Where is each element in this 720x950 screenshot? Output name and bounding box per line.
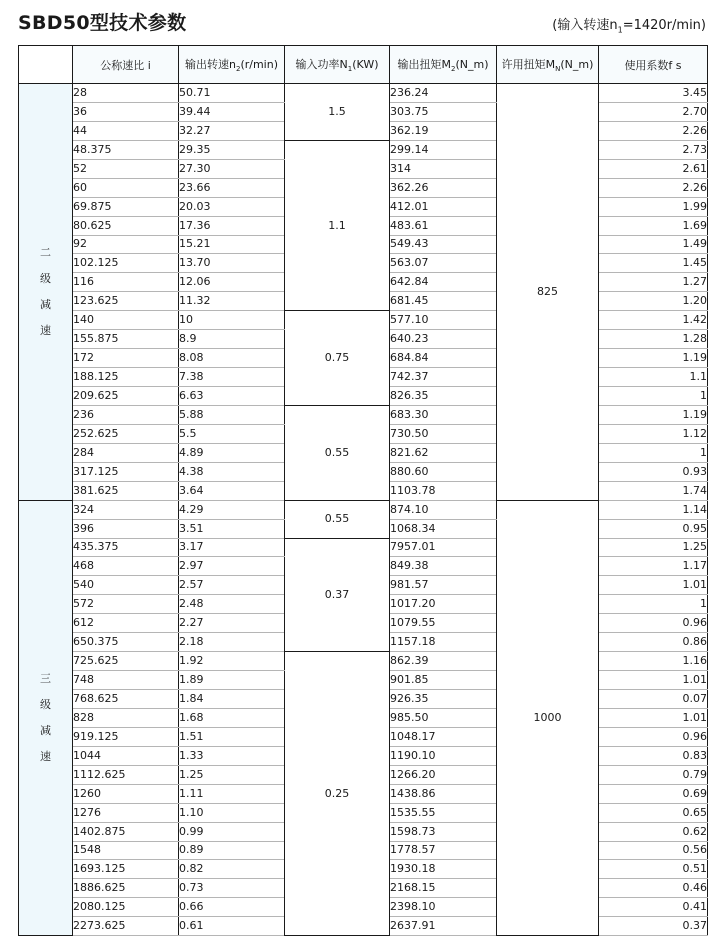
service-factor-cell: 1 (599, 387, 708, 406)
input-power-cell: 0.55 (285, 405, 390, 500)
service-factor-cell: 0.79 (599, 765, 708, 784)
output-speed-cell: 1.68 (179, 708, 285, 727)
output-torque-cell: 1103.78 (390, 481, 497, 500)
stage-label-char: 级 (40, 697, 51, 711)
service-factor-cell: 1.01 (599, 576, 708, 595)
table-row (19, 538, 708, 557)
output-torque-cell: 742.37 (390, 368, 497, 387)
output-torque-cell: 303.75 (390, 102, 497, 121)
page-header (18, 8, 706, 40)
ratio-cell: 28 (73, 84, 179, 103)
stage-label-char: 速 (40, 323, 51, 337)
output-speed-cell: 20.03 (179, 197, 285, 216)
output-speed-cell: 4.29 (179, 500, 285, 519)
ratio-cell: 123.625 (73, 292, 179, 311)
input-speed-condition (552, 14, 706, 35)
service-factor-cell: 0.37 (599, 917, 708, 936)
ratio-cell: 252.625 (73, 424, 179, 443)
output-speed-cell: 7.38 (179, 368, 285, 387)
header-output-torque-main: 输出扭矩M (397, 57, 451, 71)
header-input-power (285, 46, 390, 84)
spec-table (18, 45, 708, 936)
stage-label-char: 减 (40, 723, 51, 737)
output-speed-cell: 1.89 (179, 671, 285, 690)
output-speed-cell: 8.08 (179, 349, 285, 368)
ratio-cell: 155.875 (73, 330, 179, 349)
stage-label-char: 三 (40, 671, 51, 685)
service-factor-cell: 1.28 (599, 330, 708, 349)
output-torque-cell: 684.84 (390, 349, 497, 368)
output-torque-cell: 874.10 (390, 500, 497, 519)
ratio-cell: 140 (73, 311, 179, 330)
service-factor-cell: 1.17 (599, 557, 708, 576)
service-factor-cell: 1.27 (599, 273, 708, 292)
header-input-power-sub: 1 (347, 65, 353, 74)
service-factor-cell: 0.69 (599, 784, 708, 803)
service-factor-cell: 2.26 (599, 178, 708, 197)
ratio-cell: 1886.625 (73, 879, 179, 898)
service-factor-cell: 1.14 (599, 500, 708, 519)
ratio-cell: 172 (73, 349, 179, 368)
ratio-cell: 48.375 (73, 140, 179, 159)
service-factor-cell: 0.96 (599, 614, 708, 633)
header-allowed-torque (497, 46, 599, 84)
output-speed-cell: 2.27 (179, 614, 285, 633)
table-row (19, 140, 708, 159)
output-speed-cell: 1.51 (179, 727, 285, 746)
service-factor-cell: 0.93 (599, 462, 708, 481)
output-torque-cell: 362.19 (390, 121, 497, 140)
header-output-torque (390, 46, 497, 84)
output-speed-cell: 5.5 (179, 424, 285, 443)
output-torque-cell: 640.23 (390, 330, 497, 349)
output-torque-cell: 880.60 (390, 462, 497, 481)
output-torque-cell: 2637.91 (390, 917, 497, 936)
ratio-cell: 36 (73, 102, 179, 121)
output-speed-cell: 27.30 (179, 159, 285, 178)
table-row (19, 652, 708, 671)
output-torque-cell: 1048.17 (390, 727, 497, 746)
output-torque-cell: 483.61 (390, 216, 497, 235)
service-factor-cell: 1.1 (599, 368, 708, 387)
input-power-cell: 0.55 (285, 500, 390, 538)
output-torque-cell: 1157.18 (390, 633, 497, 652)
service-factor-cell: 0.62 (599, 822, 708, 841)
page-title: SBD50型技术参数 (18, 12, 187, 34)
allowed-torque-cell: 1000 (497, 500, 599, 936)
input-power-cell: 1.5 (285, 84, 390, 141)
output-speed-cell: 1.10 (179, 803, 285, 822)
output-speed-cell: 4.89 (179, 443, 285, 462)
output-speed-cell: 1.84 (179, 690, 285, 709)
output-speed-cell: 0.89 (179, 841, 285, 860)
ratio-cell: 1276 (73, 803, 179, 822)
ratio-cell: 284 (73, 443, 179, 462)
stage-label (19, 84, 73, 501)
output-speed-cell: 0.99 (179, 822, 285, 841)
output-speed-cell: 1.92 (179, 652, 285, 671)
output-speed-cell: 4.38 (179, 462, 285, 481)
output-torque-cell: 1190.10 (390, 746, 497, 765)
service-factor-cell: 1.25 (599, 538, 708, 557)
output-torque-cell: 1068.34 (390, 519, 497, 538)
output-torque-cell: 862.39 (390, 652, 497, 671)
output-torque-cell: 1535.55 (390, 803, 497, 822)
ratio-cell: 468 (73, 557, 179, 576)
output-torque-cell: 549.43 (390, 235, 497, 254)
output-torque-cell: 563.07 (390, 254, 497, 273)
output-torque-cell: 2168.15 (390, 879, 497, 898)
output-speed-cell: 5.88 (179, 405, 285, 424)
service-factor-cell: 0.41 (599, 898, 708, 917)
header-allowed-torque-unit: (N_m) (560, 57, 594, 71)
stage-label-char: 速 (40, 749, 51, 763)
condition-subscript: 1 (617, 25, 623, 35)
service-factor-cell: 2.73 (599, 140, 708, 159)
service-factor-cell: 1.69 (599, 216, 708, 235)
ratio-cell: 381.625 (73, 481, 179, 500)
output-torque-cell: 412.01 (390, 197, 497, 216)
header-input-power-unit: (KW) (352, 57, 379, 71)
output-torque-cell: 901.85 (390, 671, 497, 690)
stage-label-char: 二 (40, 245, 51, 259)
ratio-cell: 188.125 (73, 368, 179, 387)
output-torque-cell: 577.10 (390, 311, 497, 330)
header-output-torque-unit: (N_m) (455, 57, 489, 71)
service-factor-cell: 0.51 (599, 860, 708, 879)
output-speed-cell: 10 (179, 311, 285, 330)
output-torque-cell: 642.84 (390, 273, 497, 292)
output-torque-cell: 1079.55 (390, 614, 497, 633)
output-speed-cell: 2.97 (179, 557, 285, 576)
table-row (19, 405, 708, 424)
service-factor-cell: 1.01 (599, 671, 708, 690)
service-factor-cell: 1.19 (599, 405, 708, 424)
allowed-torque-cell: 825 (497, 84, 599, 501)
ratio-cell: 116 (73, 273, 179, 292)
output-speed-cell: 32.27 (179, 121, 285, 140)
ratio-cell: 748 (73, 671, 179, 690)
header-output-torque-sub: 2 (451, 65, 456, 74)
service-factor-cell: 1.20 (599, 292, 708, 311)
service-factor-cell: 0.83 (599, 746, 708, 765)
header-ratio: 公称速比 i (73, 46, 179, 84)
output-speed-cell: 6.63 (179, 387, 285, 406)
ratio-cell: 650.375 (73, 633, 179, 652)
ratio-cell: 1044 (73, 746, 179, 765)
ratio-cell: 396 (73, 519, 179, 538)
header-output-speed-main: 输出转速n (184, 57, 236, 71)
ratio-cell: 1112.625 (73, 765, 179, 784)
service-factor-cell: 1.42 (599, 311, 708, 330)
output-torque-cell: 236.24 (390, 84, 497, 103)
service-factor-cell: 2.70 (599, 102, 708, 121)
output-torque-cell: 1438.86 (390, 784, 497, 803)
ratio-cell: 612 (73, 614, 179, 633)
output-speed-cell: 17.36 (179, 216, 285, 235)
ratio-cell: 1260 (73, 784, 179, 803)
output-torque-cell: 314 (390, 159, 497, 178)
output-speed-cell: 23.66 (179, 178, 285, 197)
output-speed-cell: 8.9 (179, 330, 285, 349)
condition-prefix: (输入转速n (552, 18, 618, 33)
ratio-cell: 572 (73, 595, 179, 614)
output-speed-cell: 1.11 (179, 784, 285, 803)
header-input-power-main: 输入功率N (295, 57, 348, 71)
output-speed-cell: 13.70 (179, 254, 285, 273)
service-factor-cell: 0.46 (599, 879, 708, 898)
ratio-cell: 768.625 (73, 690, 179, 709)
header-allowed-torque-main: 许用扭矩M (501, 57, 556, 71)
table-row (19, 84, 708, 103)
service-factor-cell: 1.19 (599, 349, 708, 368)
output-torque-cell: 299.14 (390, 140, 497, 159)
spec-table-body (19, 84, 708, 936)
output-torque-cell: 826.35 (390, 387, 497, 406)
ratio-cell: 2273.625 (73, 917, 179, 936)
ratio-cell: 919.125 (73, 727, 179, 746)
service-factor-cell: 0.95 (599, 519, 708, 538)
input-power-cell: 0.25 (285, 652, 390, 936)
output-speed-cell: 12.06 (179, 273, 285, 292)
input-power-cell: 0.37 (285, 538, 390, 652)
output-torque-cell: 926.35 (390, 690, 497, 709)
output-torque-cell: 821.62 (390, 443, 497, 462)
stage-label (19, 500, 73, 936)
output-torque-cell: 681.45 (390, 292, 497, 311)
output-torque-cell: 730.50 (390, 424, 497, 443)
output-speed-cell: 1.33 (179, 746, 285, 765)
output-speed-cell: 0.82 (179, 860, 285, 879)
output-speed-cell: 0.61 (179, 917, 285, 936)
output-speed-cell: 50.71 (179, 84, 285, 103)
service-factor-cell: 1.16 (599, 652, 708, 671)
output-speed-cell: 39.44 (179, 102, 285, 121)
table-row (19, 311, 708, 330)
service-factor-cell: 0.56 (599, 841, 708, 860)
ratio-cell: 540 (73, 576, 179, 595)
output-speed-cell: 11.32 (179, 292, 285, 311)
table-row (19, 500, 708, 519)
output-torque-cell: 849.38 (390, 557, 497, 576)
service-factor-cell: 1 (599, 595, 708, 614)
ratio-cell: 1402.875 (73, 822, 179, 841)
output-speed-cell: 0.73 (179, 879, 285, 898)
output-torque-cell: 1778.57 (390, 841, 497, 860)
service-factor-cell: 1.99 (599, 197, 708, 216)
header-output-speed (179, 46, 285, 84)
service-factor-cell: 0.86 (599, 633, 708, 652)
output-torque-cell: 1017.20 (390, 595, 497, 614)
input-power-cell: 0.75 (285, 311, 390, 406)
output-torque-cell: 1598.73 (390, 822, 497, 841)
header-allowed-torque-sub: N (555, 65, 561, 74)
service-factor-cell: 1.45 (599, 254, 708, 273)
output-speed-cell: 2.48 (179, 595, 285, 614)
ratio-cell: 102.125 (73, 254, 179, 273)
output-torque-cell: 981.57 (390, 576, 497, 595)
ratio-cell: 209.625 (73, 387, 179, 406)
header-output-speed-sub: 2 (235, 65, 241, 74)
header-output-speed-unit: (r/min) (240, 57, 278, 71)
ratio-cell: 60 (73, 178, 179, 197)
output-torque-cell: 7957.01 (390, 538, 497, 557)
header-row (19, 46, 708, 84)
output-speed-cell: 2.18 (179, 633, 285, 652)
service-factor-cell: 1.01 (599, 708, 708, 727)
header-service-factor: 使用系数f s (599, 46, 708, 84)
service-factor-cell: 1.12 (599, 424, 708, 443)
input-power-cell: 1.1 (285, 140, 390, 310)
output-torque-cell: 1266.20 (390, 765, 497, 784)
ratio-cell: 44 (73, 121, 179, 140)
output-speed-cell: 3.51 (179, 519, 285, 538)
output-speed-cell: 29.35 (179, 140, 285, 159)
ratio-cell: 435.375 (73, 538, 179, 557)
output-speed-cell: 1.25 (179, 765, 285, 784)
output-torque-cell: 1930.18 (390, 860, 497, 879)
output-speed-cell: 2.57 (179, 576, 285, 595)
service-factor-cell: 0.07 (599, 690, 708, 709)
ratio-cell: 1693.125 (73, 860, 179, 879)
stage-label-char: 减 (40, 297, 51, 311)
service-factor-cell: 2.26 (599, 121, 708, 140)
ratio-cell: 2080.125 (73, 898, 179, 917)
service-factor-cell: 0.65 (599, 803, 708, 822)
output-torque-cell: 683.30 (390, 405, 497, 424)
ratio-cell: 69.875 (73, 197, 179, 216)
service-factor-cell: 0.96 (599, 727, 708, 746)
stage-label-char: 级 (40, 271, 51, 285)
condition-suffix: =1420r/min) (622, 18, 706, 33)
output-torque-cell: 362.26 (390, 178, 497, 197)
ratio-cell: 725.625 (73, 652, 179, 671)
output-speed-cell: 0.66 (179, 898, 285, 917)
ratio-cell: 324 (73, 500, 179, 519)
output-speed-cell: 3.64 (179, 481, 285, 500)
ratio-cell: 80.625 (73, 216, 179, 235)
ratio-cell: 52 (73, 159, 179, 178)
output-torque-cell: 2398.10 (390, 898, 497, 917)
service-factor-cell: 3.45 (599, 84, 708, 103)
ratio-cell: 317.125 (73, 462, 179, 481)
ratio-cell: 1548 (73, 841, 179, 860)
ratio-cell: 828 (73, 708, 179, 727)
output-speed-cell: 15.21 (179, 235, 285, 254)
service-factor-cell: 1.49 (599, 235, 708, 254)
output-speed-cell: 3.17 (179, 538, 285, 557)
service-factor-cell: 1 (599, 443, 708, 462)
service-factor-cell: 1.74 (599, 481, 708, 500)
ratio-cell: 92 (73, 235, 179, 254)
ratio-cell: 236 (73, 405, 179, 424)
output-torque-cell: 985.50 (390, 708, 497, 727)
service-factor-cell: 2.61 (599, 159, 708, 178)
header-stage (19, 46, 73, 84)
